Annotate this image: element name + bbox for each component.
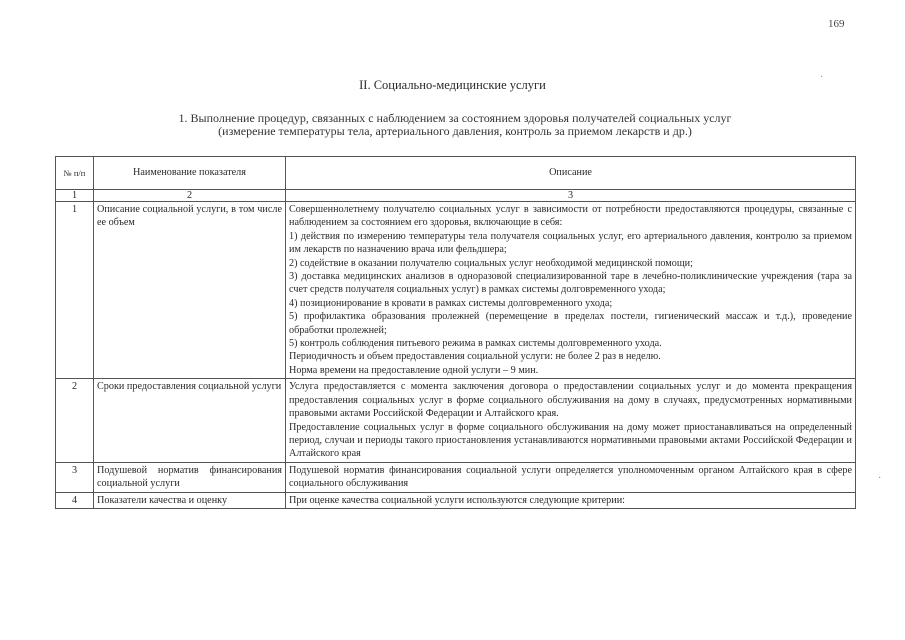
page-number: 169 [828, 18, 845, 30]
description-paragraph: Периодичность и объем предоставления социальной услуги: не более 2 раз в неделю. [289, 351, 661, 363]
section-title: II. Социально-медицинские услуги [359, 78, 546, 92]
services-table [55, 156, 856, 509]
header-name: Наименование показателя [94, 157, 286, 190]
table-row [56, 202, 856, 379]
description-paragraph: 5) профилактика образования пролежней (перемещение в пределах постели, гигиенический массаж и т.д.), проведение обработки пролежней; [289, 311, 852, 336]
row-description [286, 379, 856, 462]
row-name: Сроки предоставления социальной услуги [94, 379, 286, 462]
row-number: 1 [56, 202, 94, 379]
subsection-title: 1. Выполнение процедур, связанных с наблюдением за состоянием здоровья получателей социальных услуг [178, 111, 732, 125]
header-number: № п/п [56, 157, 94, 190]
row-number: 4 [56, 492, 94, 508]
row-name: Подушевой норматив финансирования социальной услуги [94, 462, 286, 492]
description-paragraph: Предоставление социальных услуг в форме социального обслуживания на дому может приостанавливаться на определенный период, случаи и периоды такого приостановления устанавливаются нормативными правовыми актами Российской Федерации и Алтайского края [289, 421, 852, 460]
description-paragraph: Норма времени на предоставление одной услуги – 9 мин. [289, 364, 539, 376]
column-index: 3 [286, 190, 856, 202]
row-number: 3 [56, 462, 94, 492]
description-paragraph: Услуга предоставляется с момента заключения договора о предоставлении социальных услуг и до момента прекращения предоставления социальных услуг в форме социального обслуживания на дому в случаях, предусмотренных нормативными правовыми актами Российской Федерации и Алтайского края. [289, 381, 852, 420]
header-description: Описание [286, 157, 856, 190]
row-description [286, 202, 856, 379]
description-paragraph: 2) содействие в оказании получателю социальных услуг необходимой медицинской помощи; [289, 257, 693, 269]
row-description [286, 492, 856, 508]
description-paragraph: При оценке качества социальной услуги используются следующие критерии: [289, 494, 626, 506]
scan-speck: · [878, 473, 882, 484]
table-row [56, 492, 856, 508]
description-paragraph: Подушевой норматив финансирования социальной услуги определяется уполномоченным органом Алтайского края в сфере социального обслуживания [289, 464, 852, 490]
row-number: 2 [56, 379, 94, 462]
row-name: Показатели качества и оценку [94, 492, 286, 508]
description-paragraph: 3) доставка медицинских анализов в одноразовой специализированной таре в лечебно-поликлинические учреждения (тара за счет средств получателя социальных услуг) в рамках системы долговременного ухода; [289, 271, 852, 296]
description-paragraph: 4) позиционирование в кровати в рамках системы долговременного ухода; [289, 297, 613, 309]
table-header-row [56, 157, 856, 190]
column-index: 2 [94, 190, 286, 202]
description-paragraph: 1) действия по измерению температуры тела получателя социальных услуг, его артериального давления, контролю за приемом им лекарств по назначению врача или фельдшера; [289, 230, 852, 256]
column-index: 1 [56, 190, 94, 202]
description-paragraph: 5) контроль соблюдения питьевого режима в рамках системы долговременного ухода. [289, 338, 662, 350]
subsection-heading [95, 112, 815, 138]
column-index-row [56, 190, 856, 202]
subsection-subtitle: (измерение температуры тела, артериального давления, контроль за приемом лекарств и др.) [218, 124, 692, 138]
row-description [286, 462, 856, 492]
row-name: Описание социальной услуги, в том числе ее объем [94, 202, 286, 379]
scan-speck: · [820, 72, 824, 83]
table-row [56, 462, 856, 492]
table-row [56, 379, 856, 462]
description-paragraph: Совершеннолетнему получателю социальных услуг в зависимости от потребности предоставляются процедуры, связанные с наблюдением за состоянием его здоровья, включающие в себя: [289, 204, 852, 229]
